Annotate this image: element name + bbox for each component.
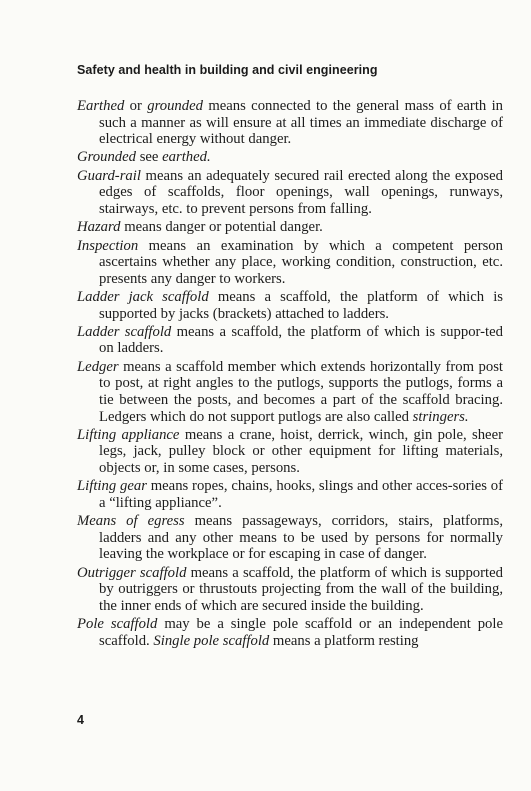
- definition-text: means ropes, chains, hooks, slings and other acces-sories of a “lifting appliance”.: [99, 478, 503, 511]
- definition-text: or: [124, 98, 148, 114]
- glossary-entry: [77, 616, 503, 649]
- glossary-term: Lifting appliance: [77, 426, 180, 443]
- glossary-term: Hazard: [77, 219, 121, 236]
- definition-text: means a scaffold, the platform of which is supported by outriggers or thrustouts projecting from the wall of the building, the inner ends of which are secured inside the building.: [99, 564, 503, 614]
- cross-reference-term: Single pole scaffold: [153, 632, 270, 649]
- glossary-term: Earthed: [77, 98, 125, 114]
- glossary-entry: [77, 289, 503, 322]
- glossary-entry: [77, 359, 503, 425]
- cross-reference-term: grounded: [147, 98, 203, 114]
- definition-text: means connected to the general mass of earth in such a manner as will ensure at all times an immediate discharge of electrical energy without danger.: [99, 98, 503, 148]
- glossary-entry: [77, 168, 503, 218]
- definition-text: means danger or potential danger.: [120, 219, 323, 236]
- glossary-term: Ladder jack scaffold: [77, 288, 209, 305]
- glossary-term: Means of egress: [77, 513, 185, 530]
- definition-text: means a crane, hoist, derrick, winch, gin pole, sheer legs, jack, pulley block or other equipment for lifting materials, objects or, in some cases, persons.: [99, 426, 503, 476]
- glossary-term: Outrigger scaffold: [77, 564, 187, 581]
- glossary-entry: [77, 324, 503, 357]
- running-header: Safety and health in building and civil engineering: [77, 63, 378, 77]
- cross-reference-term: earthed.: [162, 149, 211, 166]
- cross-reference-term: stringers.: [412, 408, 469, 425]
- definition-text: means an adequately secured rail erected along the exposed edges of scaffolds, floor openings, wall openings, runways, stairways, etc. to prevent persons from falling.: [99, 167, 503, 217]
- definition-text: means a scaffold member which extends horizontally from post to post, at right angles to the putlogs, supports the putlogs, forms a tie between the posts, and becomes a part of the scaffold bracing. Ledgers which do not support putlogs are also called: [99, 358, 503, 425]
- glossary-entry: [77, 98, 503, 148]
- glossary-entry: [77, 478, 503, 511]
- glossary-term: Ledger: [77, 358, 119, 375]
- glossary-entry: [77, 427, 503, 477]
- glossary-term: Inspection: [77, 237, 139, 254]
- glossary-term: Ladder scaffold: [77, 323, 172, 340]
- glossary-entry: [77, 149, 503, 166]
- page-number: 4: [77, 713, 84, 727]
- definition-text: means an examination by which a competent person ascertains whether any place, working condition, construction, etc. presents any danger to workers.: [99, 237, 503, 287]
- glossary-term: Pole scaffold: [77, 616, 158, 633]
- glossary-entries: [77, 98, 503, 651]
- definition-text: means passageways, corridors, stairs, platforms, ladders and any other means to be used by persons for normally leaving the workplace or for escaping in case of danger.: [99, 513, 503, 563]
- definition-text: see: [136, 149, 163, 166]
- glossary-entry: [77, 513, 503, 563]
- definition-text: means a platform resting: [269, 632, 419, 649]
- glossary-entry: [77, 219, 503, 236]
- glossary-term: Lifting gear: [77, 478, 147, 495]
- glossary-term: Grounded: [77, 149, 137, 166]
- definition-text: means a scaffold, the platform of which is supported by jacks (brackets) attached to ladders.: [99, 288, 503, 322]
- definition-text: means a scaffold, the platform of which is suppor-ted on ladders.: [99, 323, 503, 357]
- glossary-entry: [77, 565, 503, 615]
- glossary-term: Guard-rail: [77, 167, 141, 184]
- definition-text: may be a single pole scaffold or an independent pole scaffold.: [99, 616, 503, 649]
- glossary-entry: [77, 238, 503, 288]
